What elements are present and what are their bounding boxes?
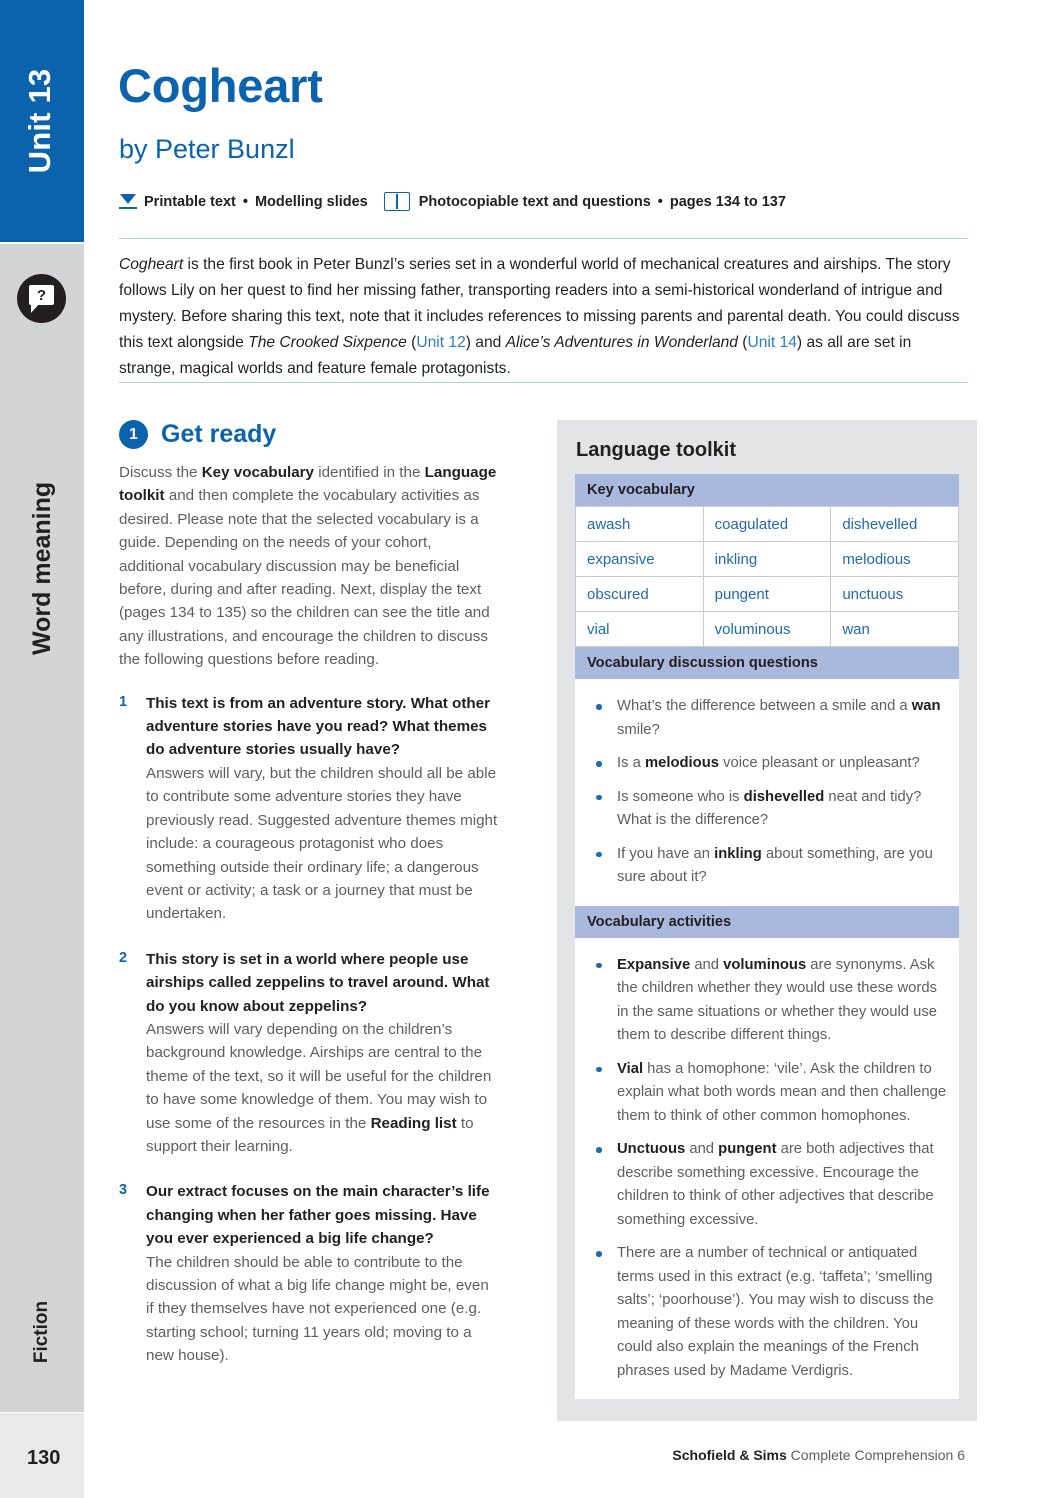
printable-text-link[interactable]: Printable text bbox=[144, 193, 236, 210]
section-number-badge: 1 bbox=[119, 420, 148, 449]
dq-a: Is someone who is bbox=[617, 788, 744, 805]
question-number: 3 bbox=[119, 1182, 128, 1199]
section-title: Get ready bbox=[161, 420, 277, 448]
get-ready-column bbox=[119, 420, 499, 1390]
vocab-cell: dishevelled bbox=[831, 507, 959, 542]
get-ready-intro bbox=[119, 461, 499, 672]
table-row bbox=[576, 612, 959, 647]
unit-label: Unit 13 bbox=[22, 68, 57, 174]
va-c: and bbox=[685, 1141, 719, 1157]
dq-a: Is a bbox=[617, 755, 645, 771]
divider-top bbox=[119, 238, 968, 239]
va-bold-1: Unctuous bbox=[617, 1141, 686, 1157]
language-toolkit-panel bbox=[557, 420, 977, 1421]
vocab-cell: coagulated bbox=[703, 507, 831, 542]
discussion-questions-heading: Vocabulary discussion questions bbox=[575, 647, 959, 679]
va-c: and bbox=[690, 956, 724, 973]
page-title: Cogheart bbox=[118, 59, 323, 112]
get-ready-heading bbox=[119, 420, 499, 449]
va-e: are synonyms. Ask the children whether they would use these words in the same situations or whether they would use them to describe different things. bbox=[617, 956, 937, 1043]
vocabulary-activities-heading: Vocabulary activities bbox=[575, 906, 959, 938]
va-bold-2: pungent bbox=[718, 1141, 777, 1157]
meta-separator-2: • bbox=[657, 193, 663, 210]
discussion-questions-body bbox=[575, 679, 959, 906]
list-item bbox=[587, 1058, 947, 1129]
vocab-cell: unctuous bbox=[831, 577, 959, 612]
intro-paragraph bbox=[119, 252, 967, 382]
footer-brand-bold: Schofield & Sims bbox=[672, 1447, 787, 1463]
vocabulary-activities-body bbox=[575, 938, 959, 1400]
intro-part7: ( bbox=[737, 334, 748, 351]
question-number: 1 bbox=[119, 693, 128, 710]
va-c: There are a number of technical or antiquated terms used in this extract (e.g. ‘taffeta’; ‘smelling salts’; ‘poorhouse’). You may wish to discuss the meaning of these words with the children. You could also explain the meanings of the French phrases used by Madame Verdigris. bbox=[617, 1245, 934, 1379]
dq-c: neat and tidy? What is the difference? bbox=[617, 788, 922, 828]
unit-14-link[interactable]: Unit 14 bbox=[747, 334, 797, 351]
dq-bold: wan bbox=[911, 698, 941, 714]
vocab-cell: wan bbox=[831, 612, 959, 647]
vocab-cell: pungent bbox=[703, 577, 831, 612]
vocabulary-activities-list bbox=[587, 954, 947, 1384]
list-item bbox=[587, 695, 947, 742]
question-prompt: Our extract focuses on the main character’s life changing when her father goes missing. Have you ever experienced a big life change? bbox=[146, 1183, 490, 1248]
discussion-questions-list bbox=[587, 695, 947, 890]
photocopiable-link[interactable]: Photocopiable text and questions bbox=[418, 193, 651, 210]
question-answer-c: to support their learning. bbox=[146, 1114, 474, 1155]
footer-brand bbox=[672, 1447, 965, 1463]
va-bold-1: Vial bbox=[617, 1060, 644, 1077]
vocab-cell: obscured bbox=[576, 577, 704, 612]
genre-label: Fiction bbox=[31, 1300, 52, 1364]
strand-banner bbox=[0, 244, 84, 1412]
list-item bbox=[587, 1242, 947, 1383]
dq-c: smile? bbox=[617, 721, 660, 738]
open-book-icon bbox=[384, 192, 410, 211]
strand-label-wrap bbox=[0, 339, 84, 659]
key-vocabulary-heading: Key vocabulary bbox=[575, 474, 959, 506]
question-answer-a: Answers will vary depending on the children’s background knowledge. Airships are central to the theme of the text, so it will be useful for the children to have some knowledge of them. You may wish to use some of the resources in the bbox=[146, 1020, 492, 1132]
unit-12-link[interactable]: Unit 12 bbox=[416, 334, 466, 351]
list-item bbox=[587, 786, 947, 833]
author-byline: by Peter Bunzl bbox=[119, 134, 295, 164]
dq-bold: dishevelled bbox=[743, 788, 825, 805]
question-body bbox=[146, 948, 499, 1159]
va-bold-1: Expansive bbox=[617, 956, 691, 973]
question-mark-speech-bubble-icon: ? bbox=[17, 274, 66, 323]
divider-bottom bbox=[119, 382, 968, 383]
question-item-2 bbox=[119, 948, 499, 1159]
download-icon bbox=[119, 193, 137, 211]
list-item bbox=[587, 954, 947, 1048]
dq-c: voice pleasant or unpleasant? bbox=[718, 755, 920, 771]
page-number: 130 bbox=[27, 1447, 61, 1469]
list-item bbox=[587, 843, 947, 890]
footer-brand-rest: Complete Comprehension 6 bbox=[786, 1447, 965, 1463]
question-answer: Answers will vary, but the children should all be able to contribute some adventure stories they have previously read. Suggested adventure themes might include: a courageous protagonist who does something outside their ordinary life; a dangerous event or activity; a task or a journey that must be undertaken. bbox=[146, 764, 498, 923]
intro-part4: ( bbox=[406, 334, 417, 351]
gr-language-toolkit-bold: Language toolkit bbox=[119, 464, 497, 505]
va-e: are both adjectives that describe something excessive. Encourage the children to think of other adjectives that describe something excessive. bbox=[617, 1141, 934, 1228]
intro-part8: ) as all are set in strange, magical worlds and feature female protagonists. bbox=[119, 334, 912, 377]
left-sidebar bbox=[0, 0, 84, 1498]
vocab-cell: awash bbox=[576, 507, 704, 542]
dq-bold: melodious bbox=[644, 755, 719, 771]
question-number: 2 bbox=[119, 949, 128, 966]
modelling-slides-link[interactable]: Modelling slides bbox=[254, 193, 368, 210]
vocab-cell: expansive bbox=[576, 542, 704, 577]
intro-part2: is the first book in Peter Bunzl’s series set in a wonderful world of mechanical creatures and airships. The story follows Lily on her quest to find her missing father, transporting readers into a semi-historical wonderland of intrigue and mystery. Before sharing this text, note that it includes references to missing parents and parental death. You could discuss this text alongside bbox=[119, 256, 960, 351]
gr-intro-c: identified in the bbox=[314, 464, 425, 481]
intro-title-italic: Cogheart bbox=[119, 256, 184, 273]
key-vocabulary-table bbox=[575, 506, 959, 647]
page-range-label: pages 134 to 137 bbox=[669, 193, 786, 210]
unit-banner bbox=[0, 0, 84, 242]
list-item bbox=[587, 752, 947, 776]
resource-meta-row bbox=[119, 192, 786, 211]
question-item-1 bbox=[119, 692, 499, 926]
dq-a: If you have an bbox=[617, 845, 715, 862]
question-answer: The children should be able to contribute to the discussion of what a big life change might be, even if they themselves have not experienced one (e.g. starting school; turning 11 years old; moving to a new house). bbox=[146, 1253, 489, 1365]
gr-intro-a: Discuss the bbox=[119, 464, 202, 481]
vocab-cell: vial bbox=[576, 612, 704, 647]
list-item bbox=[587, 1138, 947, 1232]
question-prompt: This text is from an adventure story. What other adventure stories have you read? What themes do adventure stories usually have? bbox=[146, 694, 491, 759]
table-row bbox=[576, 577, 959, 612]
vocab-cell: voluminous bbox=[703, 612, 831, 647]
intro-alice-italic: Alice’s Adventures in Wonderland bbox=[505, 334, 738, 351]
gr-key-vocabulary-bold: Key vocabulary bbox=[201, 464, 314, 481]
strand-label: Word meaning bbox=[27, 481, 56, 655]
dq-a: What’s the difference between a smile and a bbox=[617, 698, 912, 714]
question-prompt: This story is set in a world where people use airships called zeppelins to travel around. What do you know about zeppelins? bbox=[146, 950, 490, 1015]
gr-intro-e: and then complete the vocabulary activities as desired. Please note that the selected vocabulary is a guide. Depending on the needs of your cohort, additional vocabulary discussion may be beneficial before, during and after reading. Next, display the text (pages 134 to 135) so the children can see the title and any illustrations, and encourage the children to discuss the following questions before reading. bbox=[119, 487, 490, 669]
vocab-cell: melodious bbox=[831, 542, 959, 577]
reading-list-bold: Reading list bbox=[370, 1114, 457, 1132]
intro-part5: ) and bbox=[465, 334, 506, 351]
meta-separator-1: • bbox=[242, 193, 248, 210]
question-item-3 bbox=[119, 1180, 499, 1367]
intro-crooked-sixpence: The Crooked Sixpence bbox=[248, 334, 407, 351]
va-bold-2: voluminous bbox=[723, 956, 807, 973]
toolkit-title: Language toolkit bbox=[576, 439, 736, 461]
dq-c: about something, are you sure about it? bbox=[617, 845, 933, 885]
question-body bbox=[146, 692, 499, 926]
table-row bbox=[576, 507, 959, 542]
va-c: has a homophone: ‘vile’. Ask the children to explain what both words mean and then challenge them to think of other common homophones. bbox=[617, 1060, 947, 1124]
genre-label-wrap bbox=[0, 1255, 84, 1415]
vocab-cell: inkling bbox=[703, 542, 831, 577]
dq-bold: inkling bbox=[714, 845, 762, 862]
table-row bbox=[576, 542, 959, 577]
question-body bbox=[146, 1180, 499, 1367]
